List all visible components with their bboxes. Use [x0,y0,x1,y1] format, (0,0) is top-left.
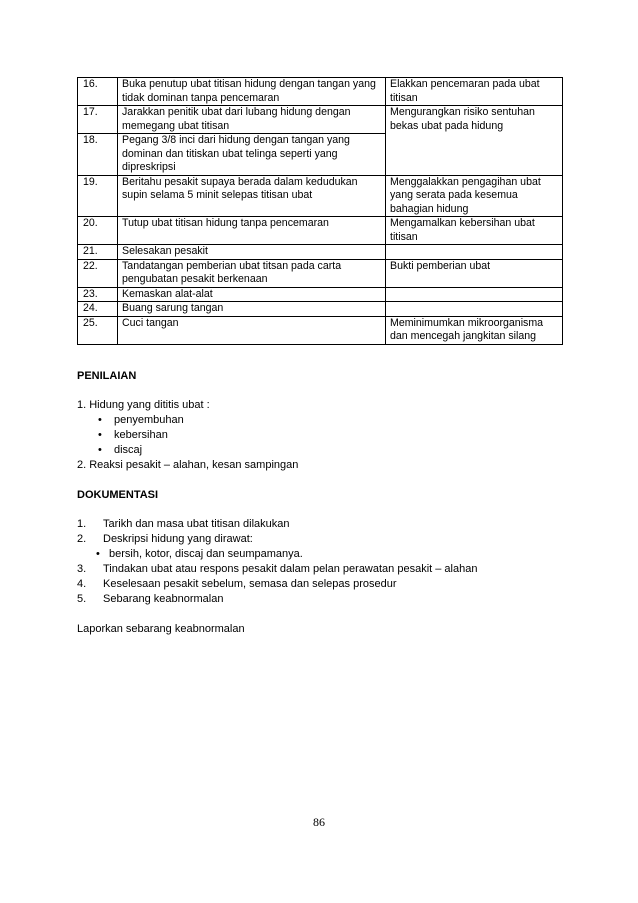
step-text: Buka penutup ubat titisan hidung dengan tangan yang tidak dominan tanpa pencemaran [118,78,386,106]
dokumentasi-item: Keselesaan pesakit sebelum, semasa dan selepas prosedur [103,578,397,590]
bullet-icon: • [98,414,102,426]
procedure-table [77,77,563,345]
bullet-icon: • [96,548,100,560]
dokumentasi-number: 3. [77,563,87,575]
dokumentasi-number: 1. [77,518,87,530]
penilaian-bullet: penyembuhan [114,414,184,426]
step-number: 20. [78,217,118,245]
step-reason: Menggalakkan pengagihan ubat yang serata pada kesemua bahagian hidung [386,175,563,217]
step-reason [386,287,563,302]
penilaian-heading: PENILAIAN [77,370,137,382]
step-text: Jarakkan penitik ubat dari lubang hidung dengan memegang ubat titisan [118,106,386,134]
dokumentasi-footer: Laporkan sebarang keabnormalan [77,623,245,635]
penilaian-bullet: kebersihan [114,429,168,441]
dokumentasi-item: Tindakan ubat atau respons pesakit dalam pelan perawatan pesakit – alahan [103,563,478,575]
step-number: 19. [78,175,118,217]
bullet-icon: • [98,429,102,441]
step-number: 24. [78,302,118,317]
penilaian-item-1: 1. Hidung yang dititis ubat : [77,399,210,411]
step-number: 21. [78,245,118,260]
dokumentasi-item: Deskripsi hidung yang dirawat: [103,533,253,545]
table-row [78,217,563,245]
step-text: Beritahu pesakit supaya berada dalam kedudukan supin selama 5 minit selepas titisan ubat [118,175,386,217]
bullet-icon: • [98,444,102,456]
page-number: 86 [313,815,325,829]
step-reason [386,302,563,317]
step-reason: Elakkan pencemaran pada ubat titisan [386,78,563,106]
dokumentasi-item: Tarikh dan masa ubat titisan dilakukan [103,518,290,530]
penilaian-bullet: discaj [114,444,143,456]
table-row [78,259,563,287]
step-number: 22. [78,259,118,287]
step-reason [386,134,563,176]
step-text: Tutup ubat titisan hidung tanpa pencemaran [118,217,386,245]
step-number: 18. [78,134,118,176]
step-reason: Mengamalkan kebersihan ubat titisan [386,217,563,245]
dokumentasi-sub-bullet: bersih, kotor, discaj dan seumpamanya. [109,548,303,560]
table-row [78,134,563,176]
step-text: Cuci tangan [118,316,386,344]
step-reason: Mengurangkan risiko sentuhan bekas ubat pada hidung [386,106,563,134]
table-row [78,302,563,317]
table-row [78,106,563,134]
table-row [78,175,563,217]
dokumentasi-number: 4. [77,578,87,590]
dokumentasi-number: 2. [77,533,87,545]
step-text: Tandatangan pemberian ubat titsan pada carta pengubatan pesakit berkenaan [118,259,386,287]
step-number: 17. [78,106,118,134]
table-row [78,316,563,344]
step-number: 23. [78,287,118,302]
table-row [78,245,563,260]
step-reason: Bukti pemberian ubat [386,259,563,287]
step-text: Selesakan pesakit [118,245,386,260]
step-text: Pegang 3/8 inci dari hidung dengan tangan yang dominan dan titiskan ubat telinga seperti yang dipreskripsi [118,134,386,176]
dokumentasi-item: Sebarang keabnormalan [103,593,224,605]
step-text: Buang sarung tangan [118,302,386,317]
step-reason [386,245,563,260]
step-text: Kemaskan alat-alat [118,287,386,302]
penilaian-item-2: 2. Reaksi pesakit – alahan, kesan sampingan [77,459,299,471]
step-number: 25. [78,316,118,344]
table-row [78,287,563,302]
dokumentasi-number: 5. [77,593,87,605]
dokumentasi-heading: DOKUMENTASI [77,489,159,501]
step-reason: Meminimumkan mikroorganisma dan mencegah jangkitan silang [386,316,563,344]
table-row [78,78,563,106]
step-number: 16. [78,78,118,106]
